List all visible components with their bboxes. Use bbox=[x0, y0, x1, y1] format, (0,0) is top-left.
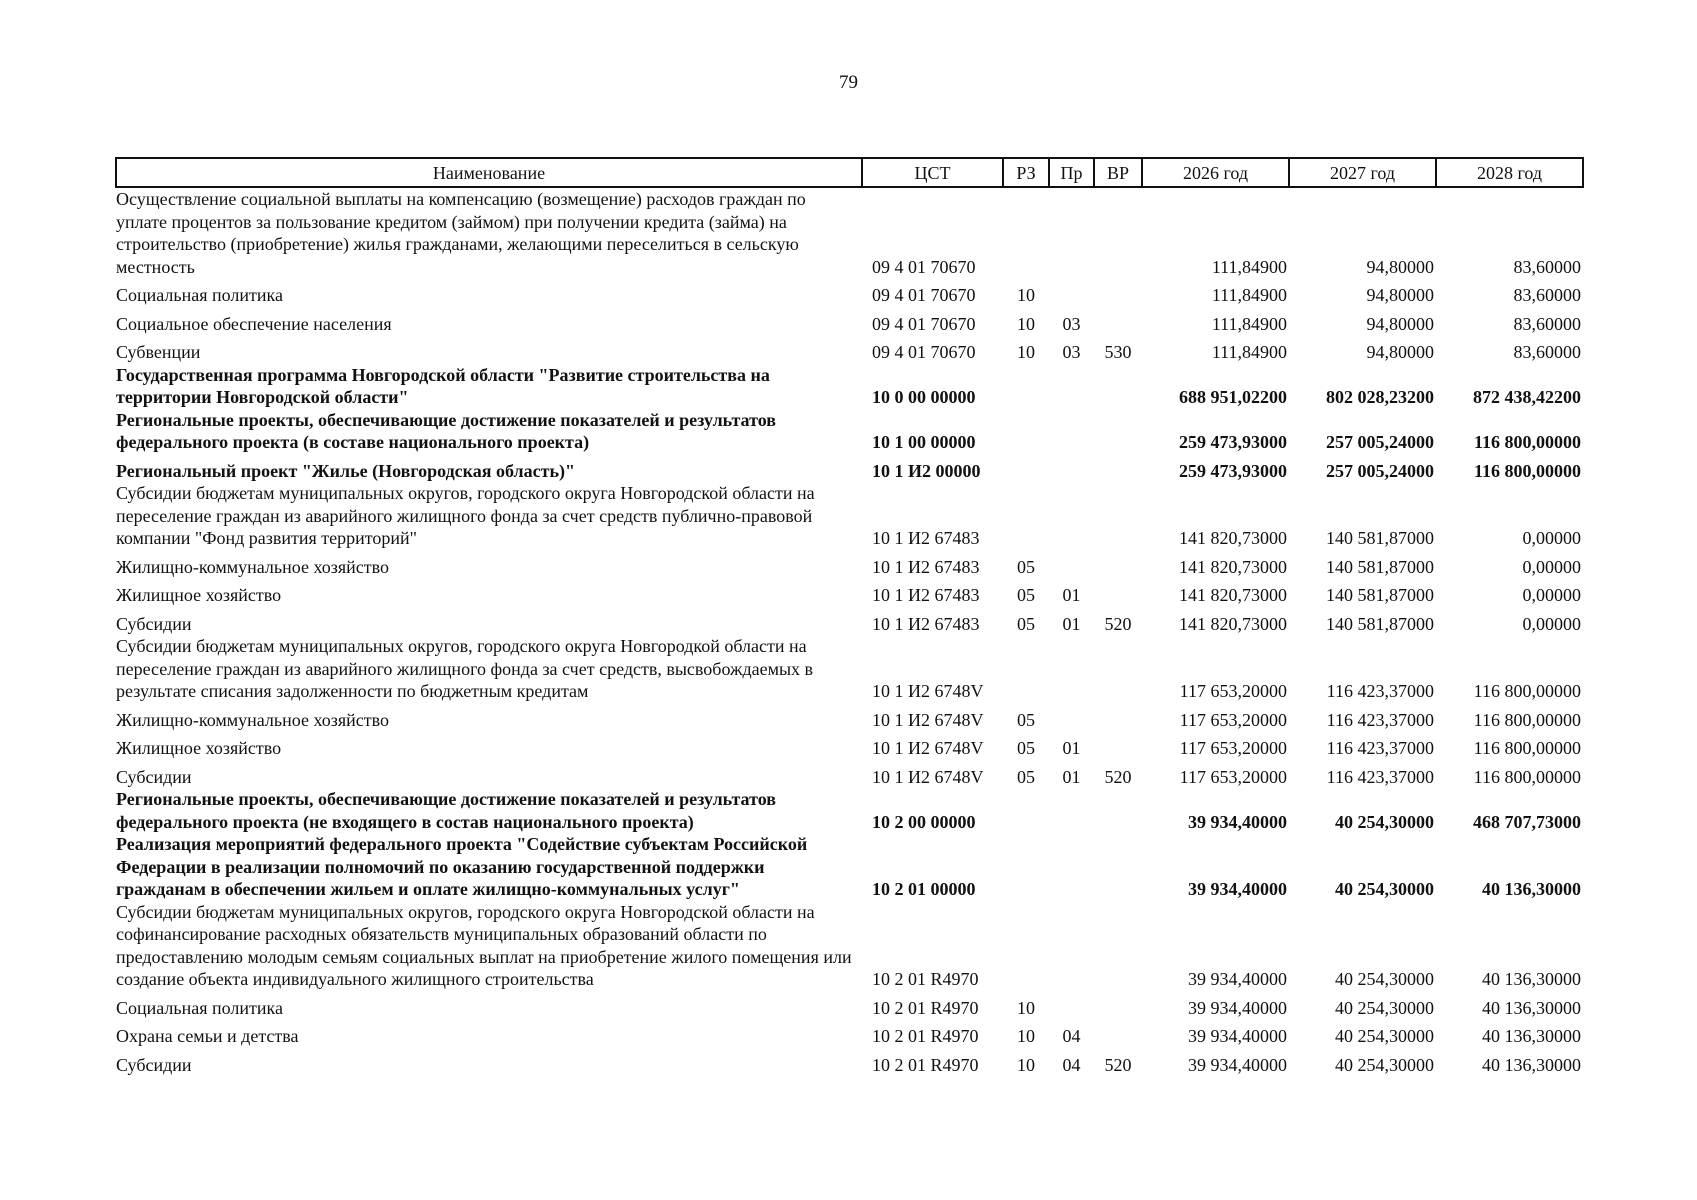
table-row bbox=[116, 731, 1583, 760]
row-2026: 39 934,40000 bbox=[1188, 811, 1287, 832]
row-rz bbox=[1003, 833, 1049, 901]
row-vr: 520 bbox=[1104, 766, 1132, 787]
header-2027: 2027 год bbox=[1289, 158, 1436, 187]
row-rz: 05 bbox=[1017, 709, 1035, 730]
row-2027: 140 581,87000 bbox=[1326, 613, 1434, 634]
row-pr bbox=[1049, 901, 1094, 991]
row-2026: 111,84900 bbox=[1211, 342, 1287, 362]
row-rz: 05 bbox=[1017, 613, 1035, 634]
table-row bbox=[116, 364, 1583, 409]
row-pr bbox=[1049, 454, 1094, 483]
row-2026: 117 653,20000 bbox=[1179, 681, 1287, 701]
row-name: Реализация мероприятий федерального проекта "Содействие субъектам Российской Федерации в реализации полномочий по оказанию государственной поддержки гражданам в обеспечении жильем и оплате жилищно-коммунальных услуг" bbox=[116, 834, 808, 899]
row-2026: 39 934,40000 bbox=[1188, 879, 1287, 899]
row-2028: 40 136,30000 bbox=[1482, 879, 1581, 899]
row-name: Социальное обеспечение населения bbox=[116, 313, 392, 334]
table-row bbox=[116, 703, 1583, 732]
header-pr: Пр bbox=[1049, 158, 1094, 187]
row-2028: 116 800,00000 bbox=[1473, 766, 1581, 787]
row-2027: 140 581,87000 bbox=[1326, 585, 1434, 605]
row-name: Жилищное хозяйство bbox=[116, 738, 282, 758]
table-row bbox=[116, 760, 1583, 789]
row-2028: 0,00000 bbox=[1522, 585, 1581, 605]
row-vr: 520 bbox=[1104, 613, 1132, 634]
row-vr bbox=[1094, 1019, 1142, 1048]
table-row bbox=[116, 1019, 1583, 1048]
row-rz: 05 bbox=[1017, 585, 1035, 605]
row-2027: 140 581,87000 bbox=[1326, 528, 1434, 548]
row-rz: 10 bbox=[1017, 1054, 1035, 1075]
row-vr bbox=[1094, 364, 1142, 409]
row-rz: 10 bbox=[1017, 313, 1035, 334]
table-row bbox=[116, 482, 1583, 550]
row-cst: 10 2 01 00000 bbox=[872, 879, 976, 899]
table-row bbox=[116, 635, 1583, 703]
row-rz bbox=[1003, 788, 1049, 833]
row-2026: 39 934,40000 bbox=[1188, 1026, 1287, 1046]
row-pr: 04 bbox=[1062, 1026, 1081, 1046]
row-name: Субсидии бюджетам муниципальных округов, городского округа Новгородской области на переселение граждан из аварийного жилищного фонда за счет средств публично-правовой компании "Фонд развития территорий" bbox=[116, 483, 815, 548]
row-2026: 117 653,20000 bbox=[1179, 766, 1287, 787]
row-2028: 116 800,00000 bbox=[1473, 681, 1581, 701]
row-2026: 39 934,40000 bbox=[1188, 969, 1287, 989]
row-vr bbox=[1094, 307, 1142, 336]
row-vr bbox=[1094, 550, 1142, 579]
row-rz bbox=[1003, 454, 1049, 483]
row-2026: 141 820,73000 bbox=[1179, 528, 1287, 548]
row-cst: 10 2 00 00000 bbox=[872, 811, 976, 832]
row-vr bbox=[1094, 731, 1142, 760]
row-2027: 116 423,37000 bbox=[1326, 709, 1434, 730]
row-2028: 468 707,73000 bbox=[1473, 811, 1581, 832]
row-pr bbox=[1049, 187, 1094, 278]
row-pr bbox=[1049, 278, 1094, 307]
row-2026: 141 820,73000 bbox=[1179, 585, 1287, 605]
header-2026: 2026 год bbox=[1142, 158, 1289, 187]
row-name: Социальная политика bbox=[116, 285, 283, 305]
row-cst: 10 1 И2 6748V bbox=[872, 766, 984, 787]
row-pr bbox=[1049, 635, 1094, 703]
row-2028: 83,60000 bbox=[1513, 285, 1581, 305]
row-vr bbox=[1094, 454, 1142, 483]
row-cst: 10 1 И2 6748V bbox=[872, 738, 984, 758]
row-pr: 01 bbox=[1062, 738, 1081, 758]
row-pr bbox=[1049, 788, 1094, 833]
row-name: Региональные проекты, обеспечивающие достижение показателей и результатов федерального проекта (не входящего в состав национального проекта) bbox=[116, 789, 776, 832]
table-row bbox=[116, 335, 1583, 364]
row-2028: 40 136,30000 bbox=[1482, 997, 1581, 1018]
row-name: Охрана семьи и детства bbox=[116, 1026, 299, 1046]
row-pr: 01 bbox=[1062, 766, 1081, 787]
row-pr: 03 bbox=[1062, 342, 1081, 362]
table-row bbox=[116, 991, 1583, 1020]
row-2028: 0,00000 bbox=[1522, 528, 1581, 548]
row-2028: 83,60000 bbox=[1513, 342, 1581, 362]
row-cst: 10 2 01 R4970 bbox=[872, 969, 979, 989]
row-cst: 10 1 И2 6748V bbox=[872, 709, 984, 730]
table-row bbox=[116, 307, 1583, 336]
page-number: 79 bbox=[839, 72, 858, 93]
row-rz: 10 bbox=[1017, 285, 1035, 305]
row-2027: 140 581,87000 bbox=[1326, 556, 1434, 577]
row-name: Субсидии бюджетам муниципальных округов, городского округа Новгородской области на софинансирование расходных обязательств муниципальных образований области по предоставлению молодым семьям социальных выплат на приобретение жилого помещения или создание объекта индивидуального жилищного строительства bbox=[116, 901, 852, 989]
row-cst: 10 1 И2 67483 bbox=[872, 585, 980, 605]
row-2026: 117 653,20000 bbox=[1179, 738, 1287, 758]
row-2028: 0,00000 bbox=[1522, 556, 1581, 577]
row-2026: 259 473,93000 bbox=[1179, 460, 1287, 481]
row-rz bbox=[1003, 482, 1049, 550]
row-cst: 09 4 01 70670 bbox=[872, 313, 976, 334]
row-2027: 94,80000 bbox=[1366, 285, 1434, 305]
row-pr: 03 bbox=[1062, 313, 1081, 334]
row-2027: 94,80000 bbox=[1366, 342, 1434, 362]
table-row bbox=[116, 187, 1583, 278]
row-name: Жилищно-коммунальное хозяйство bbox=[116, 709, 390, 730]
row-cst: 10 1 И2 67483 bbox=[872, 613, 980, 634]
row-vr bbox=[1094, 901, 1142, 991]
table-row bbox=[116, 1048, 1583, 1077]
row-2027: 40 254,30000 bbox=[1335, 811, 1434, 832]
row-pr: 04 bbox=[1062, 1054, 1081, 1075]
row-cst: 09 4 01 70670 bbox=[872, 256, 976, 277]
row-pr bbox=[1049, 550, 1094, 579]
row-cst: 09 4 01 70670 bbox=[872, 342, 976, 362]
row-2028: 40 136,30000 bbox=[1482, 969, 1581, 989]
row-2027: 40 254,30000 bbox=[1335, 879, 1434, 899]
budget-table bbox=[115, 157, 1584, 1076]
row-vr: 530 bbox=[1104, 342, 1132, 362]
row-cst: 10 2 01 R4970 bbox=[872, 1026, 979, 1046]
row-pr bbox=[1049, 703, 1094, 732]
row-name: Региональный проект "Жилье (Новгородская область)" bbox=[116, 460, 575, 481]
row-2027: 40 254,30000 bbox=[1335, 1026, 1434, 1046]
row-2028: 116 800,00000 bbox=[1473, 432, 1581, 452]
row-rz: 10 bbox=[1017, 342, 1035, 362]
row-cst: 10 1 00 00000 bbox=[872, 432, 976, 452]
header-2028: 2028 год bbox=[1436, 158, 1583, 187]
row-2026: 688 951,02200 bbox=[1179, 387, 1287, 407]
header-vr: ВР bbox=[1094, 158, 1142, 187]
row-name: Субвенции bbox=[116, 342, 201, 362]
table-header-row bbox=[116, 158, 1583, 187]
row-vr bbox=[1094, 278, 1142, 307]
row-cst: 10 2 01 R4970 bbox=[872, 997, 979, 1018]
row-2027: 116 423,37000 bbox=[1326, 681, 1434, 701]
row-rz bbox=[1003, 409, 1049, 454]
row-name: Региональные проекты, обеспечивающие достижение показателей и результатов федерального проекта (в составе национального проекта) bbox=[116, 409, 776, 452]
row-pr bbox=[1049, 482, 1094, 550]
row-rz: 10 bbox=[1017, 997, 1035, 1018]
row-2028: 116 800,00000 bbox=[1473, 460, 1581, 481]
row-name: Субсидии bbox=[116, 766, 192, 787]
row-2026: 111,84900 bbox=[1211, 285, 1287, 305]
row-cst: 10 0 00 00000 bbox=[872, 387, 976, 407]
row-rz bbox=[1003, 364, 1049, 409]
row-2026: 111,84900 bbox=[1211, 313, 1287, 334]
row-cst: 10 1 И2 00000 bbox=[872, 460, 981, 481]
row-2027: 116 423,37000 bbox=[1326, 766, 1434, 787]
row-2027: 94,80000 bbox=[1366, 256, 1434, 277]
row-2028: 872 438,42200 bbox=[1473, 387, 1581, 407]
row-2027: 40 254,30000 bbox=[1335, 997, 1434, 1018]
row-2026: 141 820,73000 bbox=[1179, 613, 1287, 634]
header-rz: РЗ bbox=[1003, 158, 1049, 187]
row-2028: 40 136,30000 bbox=[1482, 1054, 1581, 1075]
row-vr bbox=[1094, 578, 1142, 607]
row-rz bbox=[1003, 901, 1049, 991]
row-name: Жилищное хозяйство bbox=[116, 585, 282, 605]
row-pr bbox=[1049, 364, 1094, 409]
table-row bbox=[116, 278, 1583, 307]
table-row bbox=[116, 454, 1583, 483]
row-name: Субсидии bbox=[116, 613, 192, 634]
row-rz: 10 bbox=[1017, 1026, 1035, 1046]
row-2027: 94,80000 bbox=[1366, 313, 1434, 334]
row-name: Субсидии bbox=[116, 1054, 192, 1075]
row-2027: 257 005,24000 bbox=[1326, 460, 1434, 481]
row-2026: 39 934,40000 bbox=[1188, 997, 1287, 1018]
row-cst: 10 1 И2 67483 bbox=[872, 556, 980, 577]
row-pr bbox=[1049, 409, 1094, 454]
row-2028: 116 800,00000 bbox=[1473, 738, 1581, 758]
row-rz bbox=[1003, 187, 1049, 278]
row-cst: 09 4 01 70670 bbox=[872, 285, 976, 305]
row-2028: 0,00000 bbox=[1522, 613, 1581, 634]
row-vr bbox=[1094, 703, 1142, 732]
row-cst: 10 2 01 R4970 bbox=[872, 1054, 979, 1075]
row-pr bbox=[1049, 991, 1094, 1020]
row-2027: 802 028,23200 bbox=[1326, 387, 1434, 407]
row-name: Осуществление социальной выплаты на компенсацию (возмещение) расходов граждан по уплате процентов за пользование кредитом (займом) при получении кредита (займа) на строительство (приобретение) жилья гражданами, желающими переселиться в сельскую местность bbox=[116, 189, 806, 277]
row-2027: 257 005,24000 bbox=[1326, 432, 1434, 452]
row-2026: 117 653,20000 bbox=[1179, 709, 1287, 730]
table-row bbox=[116, 901, 1583, 991]
row-name: Жилищно-коммунальное хозяйство bbox=[116, 556, 390, 577]
row-rz: 05 bbox=[1017, 766, 1035, 787]
table-row bbox=[116, 833, 1583, 901]
row-2028: 83,60000 bbox=[1513, 313, 1581, 334]
row-cst: 10 1 И2 6748V bbox=[872, 681, 984, 701]
row-vr bbox=[1094, 187, 1142, 278]
row-2026: 39 934,40000 bbox=[1188, 1054, 1287, 1075]
row-pr: 01 bbox=[1062, 585, 1081, 605]
row-vr: 520 bbox=[1104, 1054, 1132, 1075]
row-2026: 111,84900 bbox=[1211, 256, 1287, 277]
row-rz: 05 bbox=[1017, 738, 1035, 758]
table-row bbox=[116, 578, 1583, 607]
row-vr bbox=[1094, 833, 1142, 901]
table-row bbox=[116, 607, 1583, 636]
row-rz: 05 bbox=[1017, 556, 1035, 577]
row-pr bbox=[1049, 833, 1094, 901]
table-row bbox=[116, 550, 1583, 579]
row-2026: 141 820,73000 bbox=[1179, 556, 1287, 577]
row-name: Государственная программа Новгородской области "Развитие строительства на территории Новгородской области" bbox=[116, 364, 770, 407]
row-name: Социальная политика bbox=[116, 997, 283, 1018]
row-2028: 40 136,30000 bbox=[1482, 1026, 1581, 1046]
row-name: Субсидии бюджетам муниципальных округов, городского округа Новгородкой области на переселение граждан из аварийного жилищного фонда за счет средств, высвобождаемых в результате списания задолженности по бюджетным кредитам bbox=[116, 636, 814, 701]
row-vr bbox=[1094, 635, 1142, 703]
table-row bbox=[116, 409, 1583, 454]
row-cst: 10 1 И2 67483 bbox=[872, 528, 980, 548]
header-name: Наименование bbox=[116, 158, 862, 187]
row-vr bbox=[1094, 991, 1142, 1020]
row-vr bbox=[1094, 788, 1142, 833]
row-vr bbox=[1094, 409, 1142, 454]
row-2028: 83,60000 bbox=[1513, 256, 1581, 277]
table-row bbox=[116, 788, 1583, 833]
row-pr: 01 bbox=[1062, 613, 1081, 634]
row-2027: 116 423,37000 bbox=[1326, 738, 1434, 758]
row-2027: 40 254,30000 bbox=[1335, 969, 1434, 989]
row-2027: 40 254,30000 bbox=[1335, 1054, 1434, 1075]
header-cst: ЦСТ bbox=[862, 158, 1003, 187]
row-vr bbox=[1094, 482, 1142, 550]
row-2026: 259 473,93000 bbox=[1179, 432, 1287, 452]
row-2028: 116 800,00000 bbox=[1473, 709, 1581, 730]
row-rz bbox=[1003, 635, 1049, 703]
